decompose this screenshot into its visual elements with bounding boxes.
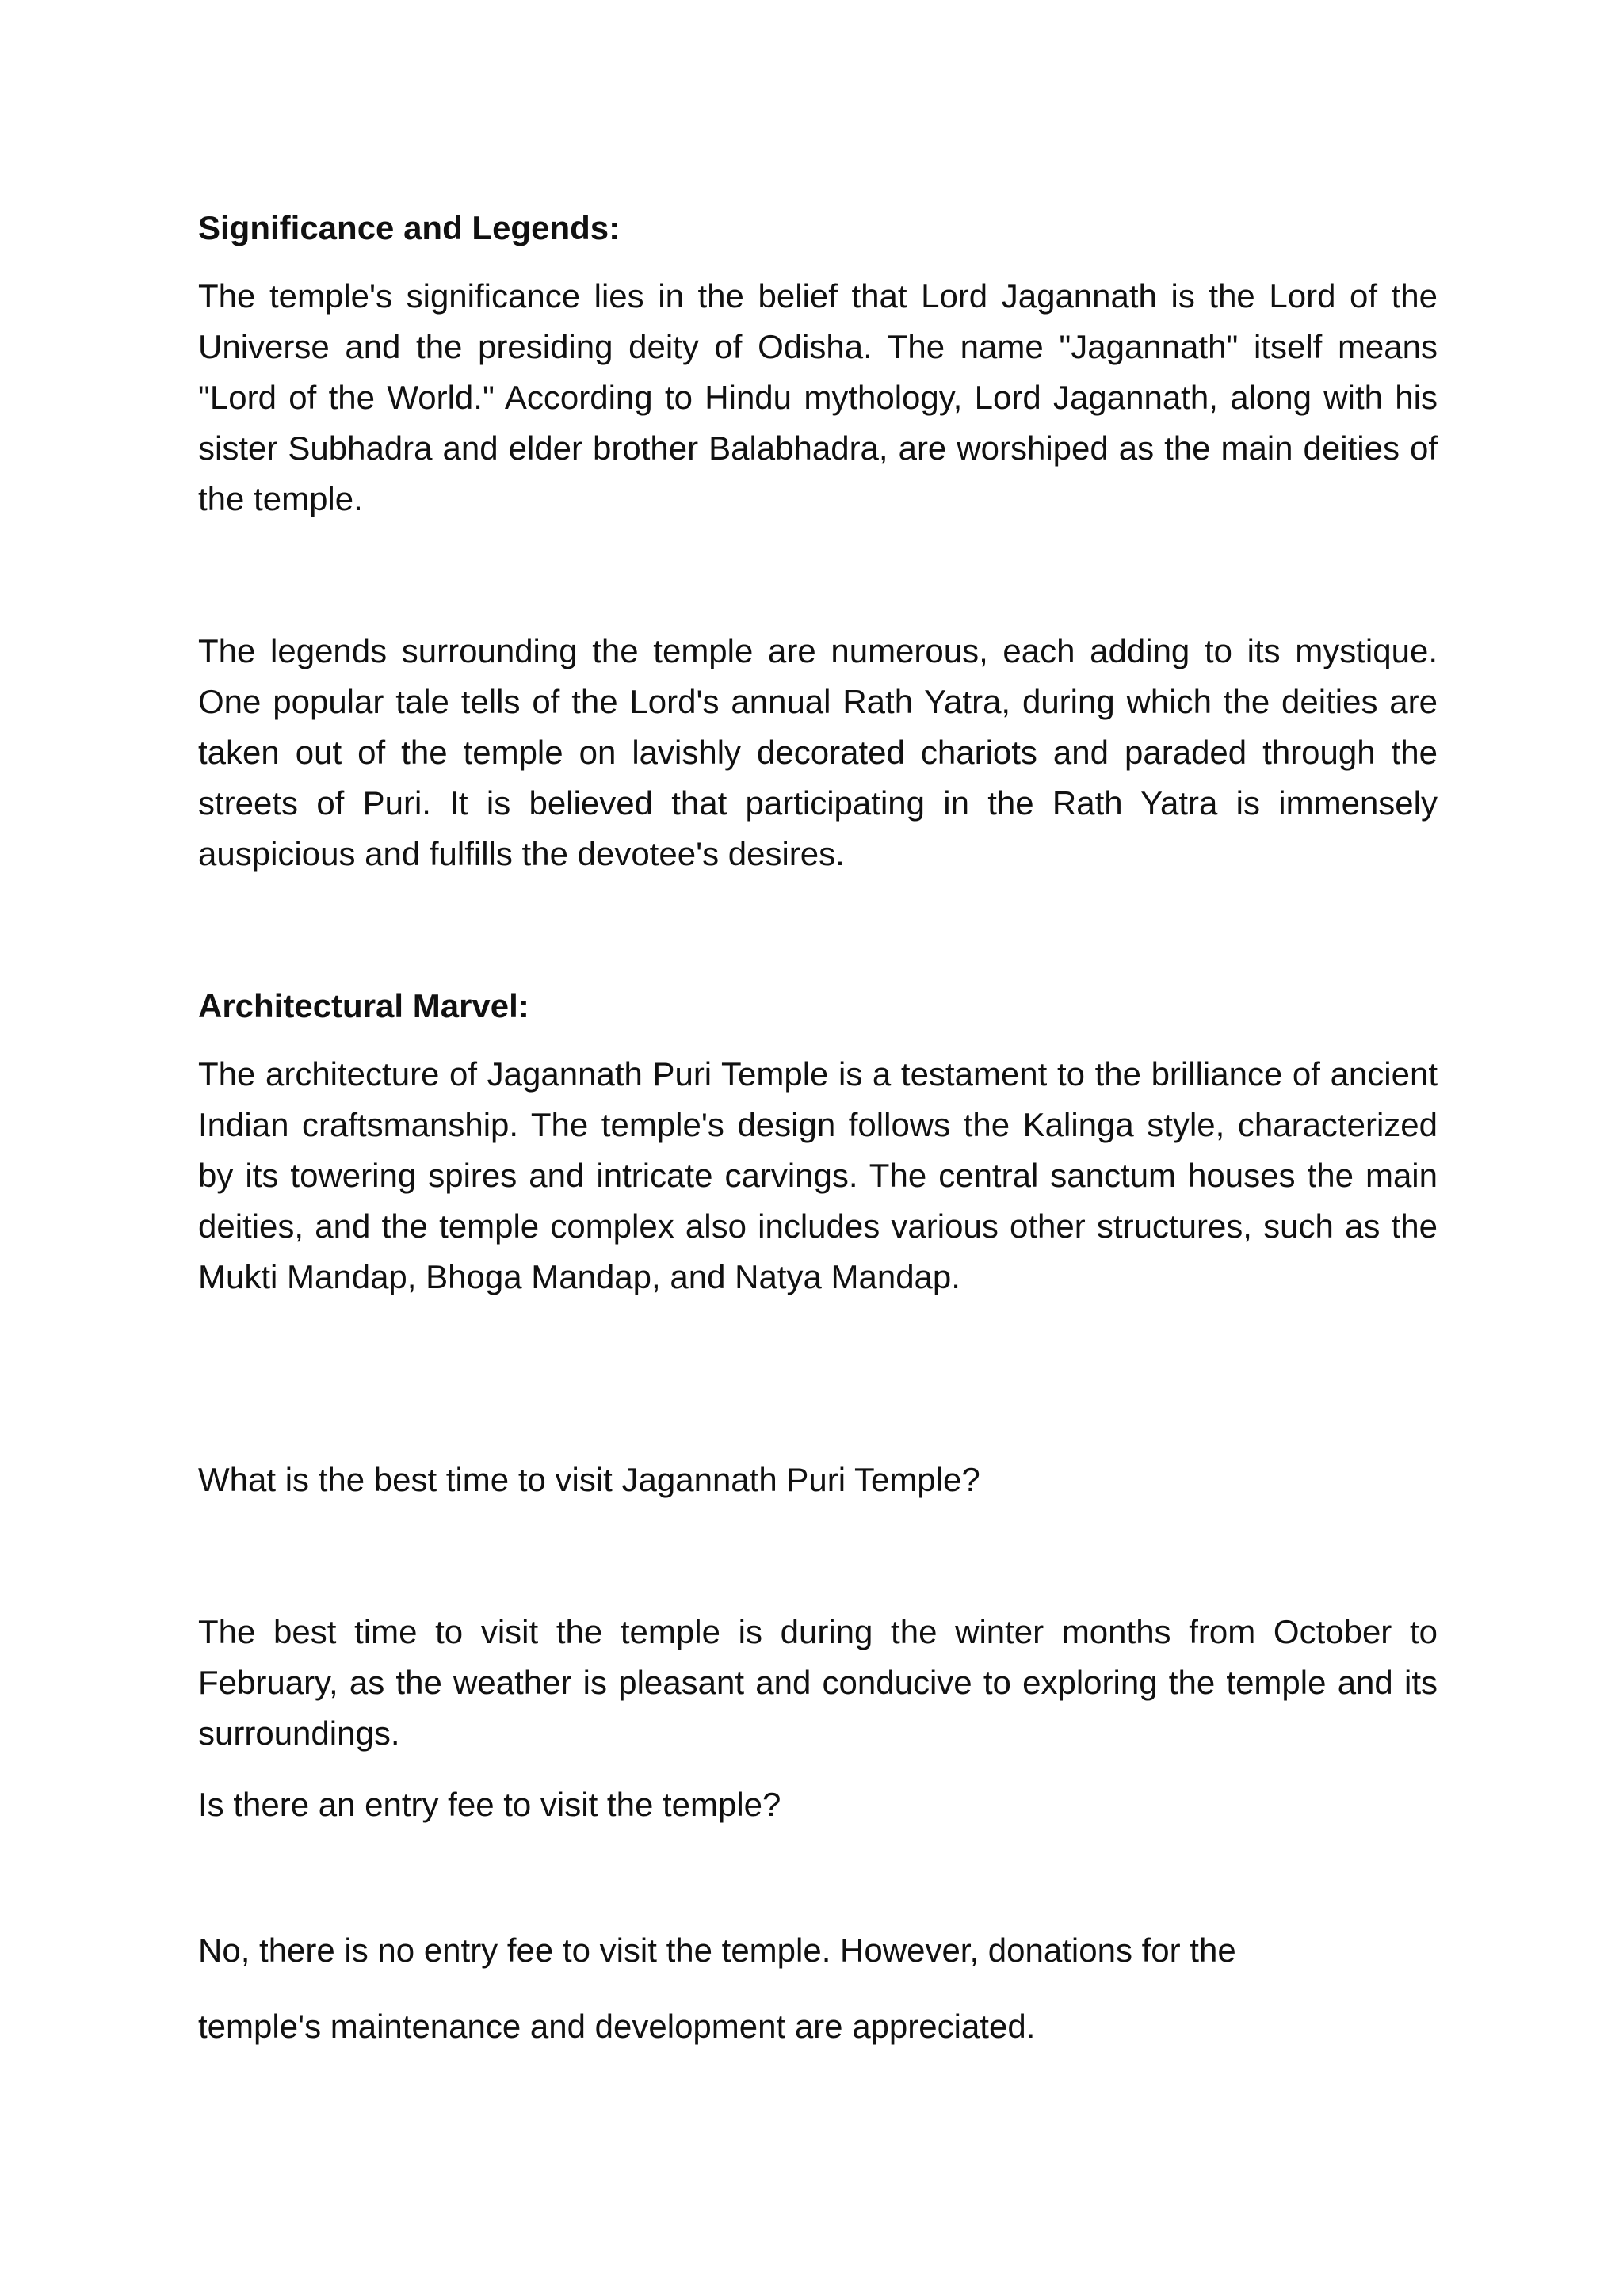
faq-answer-best-time: The best time to visit the temple is during the winter months from October to February, as the weather is pleasant and conducive to exploring the temple and its surroundings. <box>198 1613 1438 1752</box>
faq-answer-entry-fee-line-1: No, there is no entry fee to visit the temple. However, donations for the <box>198 1932 1236 1969</box>
faq-answer-entry-fee-line-2: temple's maintenance and development are appreciated. <box>198 2008 1036 2045</box>
significance-heading: Significance and Legends: <box>198 209 621 246</box>
significance-paragraph-2: The legends surrounding the temple are numerous, each adding to its mystique. One popular tale tells of the Lord's annual Rath Yatra, during which the deities are taken out of the temple on lavishly decorated chariots and paraded through the streets of Puri. It is believed that participating in the Rath Yatra is immensely auspicious and fulfills the devotee's desires. <box>198 632 1438 872</box>
architecture-heading: Architectural Marvel: <box>198 987 529 1024</box>
architecture-paragraph: The architecture of Jagannath Puri Temple is a testament to the brilliance of ancient Indian craftsmanship. The temple's design follows the Kalinga style, characterized by its towering spires and intricate carvings. The central sanctum houses the main deities, and the temple complex also includes various other structures, such as the Mukti Mandap, Bhoga Mandap, and Natya Mandap. <box>198 1055 1438 1295</box>
faq-question-best-time: What is the best time to visit Jagannath Puri Temple? <box>198 1461 980 1498</box>
significance-paragraph-1: The temple's significance lies in the belief that Lord Jagannath is the Lord of the Universe and the presiding deity of Odisha. The name "Jagannath" itself means "Lord of the World." According to Hindu mythology, Lord Jagannath, along with his sister Subhadra and elder brother Balabhadra, are worshiped as the main deities of the temple. <box>198 277 1438 517</box>
faq-question-entry-fee: Is there an entry fee to visit the temple? <box>198 1786 781 1823</box>
